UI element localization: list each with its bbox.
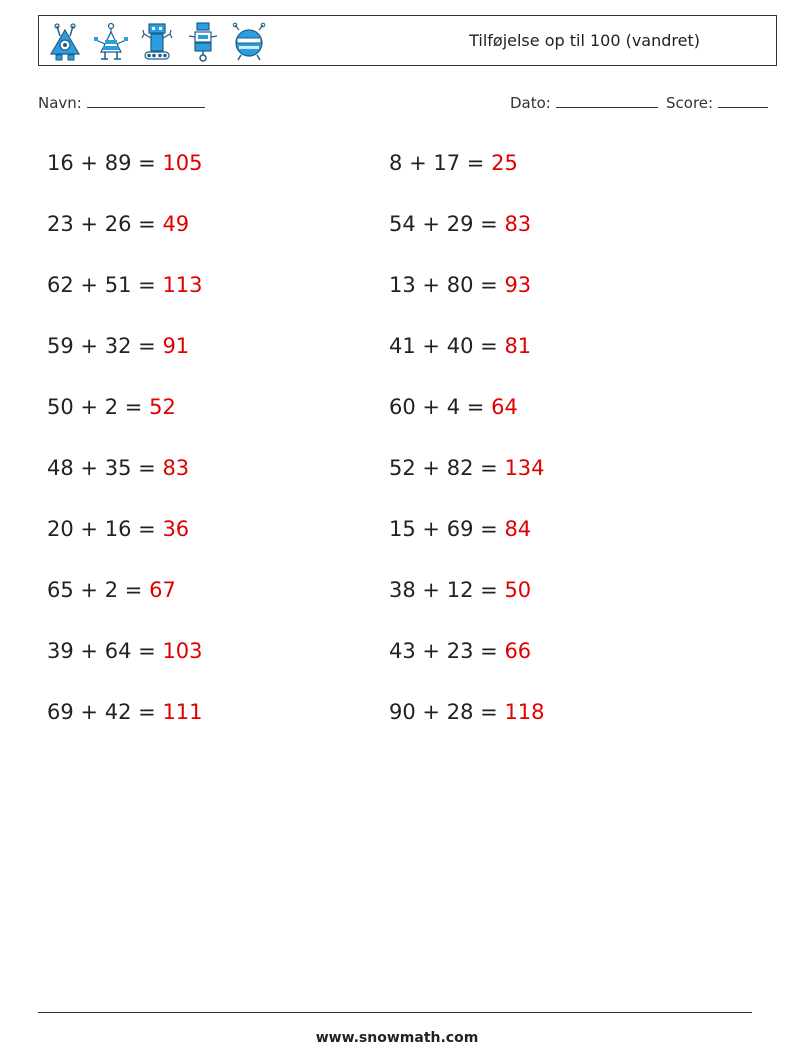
plus-sign: +: [80, 151, 99, 175]
operand-a: 52: [389, 456, 416, 480]
problem-item: [389, 151, 518, 175]
equals-sign: =: [480, 700, 498, 724]
answer: 113: [162, 273, 203, 297]
operand-b: 40: [446, 334, 474, 358]
answer: 25: [491, 151, 518, 175]
operand-b: 2: [104, 578, 119, 602]
equals-sign: =: [138, 517, 156, 541]
answer: 49: [162, 212, 190, 236]
operand-a: 16: [47, 151, 74, 175]
robot-ball-icon: [231, 22, 267, 62]
equals-sign: =: [480, 334, 498, 358]
operand-a: 60: [389, 395, 416, 419]
problem-item: [389, 639, 531, 663]
robot-stack-icon: [185, 22, 221, 62]
problem-item: [47, 151, 203, 175]
operand-b: 89: [104, 151, 132, 175]
problem-item: [389, 517, 531, 541]
operand-a: 43: [389, 639, 416, 663]
operand-b: 17: [433, 151, 461, 175]
date-field[interactable]: [510, 93, 658, 112]
plus-sign: +: [422, 273, 441, 297]
problem-item: [47, 700, 203, 724]
plus-sign: +: [80, 395, 99, 419]
operand-a: 62: [47, 273, 74, 297]
plus-sign: +: [80, 456, 99, 480]
problem-item: [47, 334, 189, 358]
plus-sign: +: [422, 517, 441, 541]
score-line[interactable]: [718, 93, 768, 108]
operand-a: 39: [47, 639, 74, 663]
plus-sign: +: [422, 334, 441, 358]
problem-item: [389, 273, 531, 297]
operand-b: 69: [446, 517, 474, 541]
name-field[interactable]: [38, 93, 205, 112]
plus-sign: +: [80, 639, 99, 663]
operand-a: 23: [47, 212, 74, 236]
problem-item: [389, 395, 518, 419]
equals-sign: =: [480, 456, 498, 480]
answer: 103: [162, 639, 203, 663]
header-box: [38, 15, 777, 66]
equals-sign: =: [480, 639, 498, 663]
problem-item: [389, 578, 531, 602]
equals-sign: =: [138, 334, 156, 358]
operand-b: 82: [446, 456, 474, 480]
plus-sign: +: [422, 395, 441, 419]
operand-a: 15: [389, 517, 416, 541]
answer: 105: [162, 151, 203, 175]
plus-sign: +: [422, 639, 441, 663]
footer-website: www.snowmath.com: [315, 1030, 479, 1046]
name-line[interactable]: [87, 93, 205, 108]
operand-a: 65: [47, 578, 74, 602]
equals-sign: =: [138, 151, 156, 175]
equals-sign: =: [480, 212, 498, 236]
operand-a: 20: [47, 517, 74, 541]
answer: 67: [149, 578, 176, 602]
operand-a: 54: [389, 212, 416, 236]
plus-sign: +: [80, 334, 99, 358]
operand-b: 26: [104, 212, 132, 236]
robot-tank-icon: [139, 22, 175, 62]
robot-triangle-icon: [47, 22, 83, 62]
equals-sign: =: [124, 395, 143, 419]
answer: 36: [162, 517, 190, 541]
plus-sign: +: [80, 578, 99, 602]
answer: 83: [504, 212, 532, 236]
date-label: Dato:: [510, 94, 551, 112]
operand-b: 35: [104, 456, 132, 480]
footer-divider: [38, 1012, 752, 1013]
operand-b: 28: [446, 700, 474, 724]
plus-sign: +: [80, 273, 99, 297]
operand-a: 50: [47, 395, 74, 419]
problem-item: [47, 212, 189, 236]
operand-b: 42: [104, 700, 132, 724]
plus-sign: +: [422, 700, 441, 724]
answer: 81: [504, 334, 532, 358]
operand-b: 23: [446, 639, 474, 663]
equals-sign: =: [124, 578, 143, 602]
equals-sign: =: [466, 151, 485, 175]
plus-sign: +: [409, 151, 427, 175]
plus-sign: +: [80, 517, 99, 541]
answer: 84: [504, 517, 532, 541]
operand-b: 16: [104, 517, 132, 541]
plus-sign: +: [422, 578, 441, 602]
plus-sign: +: [422, 456, 441, 480]
problem-item: [389, 334, 531, 358]
equals-sign: =: [480, 517, 498, 541]
problem-item: [47, 456, 189, 480]
problem-item: [389, 700, 545, 724]
operand-b: 80: [446, 273, 474, 297]
operand-a: 69: [47, 700, 74, 724]
plus-sign: +: [80, 212, 99, 236]
operand-a: 41: [389, 334, 416, 358]
equals-sign: =: [480, 273, 498, 297]
problem-item: [389, 212, 531, 236]
answer: 111: [162, 700, 203, 724]
operand-b: 32: [104, 334, 132, 358]
equals-sign: =: [138, 456, 156, 480]
equals-sign: =: [138, 700, 156, 724]
plus-sign: +: [80, 700, 99, 724]
name-label: Navn:: [38, 94, 82, 112]
equals-sign: =: [480, 578, 498, 602]
operand-b: 64: [104, 639, 132, 663]
operand-b: 2: [104, 395, 119, 419]
problem-item: [47, 517, 189, 541]
operand-a: 13: [389, 273, 416, 297]
problem-item: [47, 273, 203, 297]
answer: 93: [504, 273, 532, 297]
score-field[interactable]: [666, 93, 768, 112]
answer: 64: [491, 395, 518, 419]
problem-item: [47, 639, 203, 663]
problem-item: [47, 395, 176, 419]
operand-b: 4: [446, 395, 461, 419]
operand-a: 59: [47, 334, 74, 358]
operand-b: 29: [446, 212, 474, 236]
equals-sign: =: [138, 639, 156, 663]
problem-item: [47, 578, 176, 602]
operand-a: 38: [389, 578, 416, 602]
operand-a: 8: [389, 151, 403, 175]
equals-sign: =: [138, 273, 156, 297]
answer: 66: [504, 639, 532, 663]
plus-sign: +: [422, 212, 441, 236]
score-label: Score:: [666, 94, 714, 112]
equals-sign: =: [466, 395, 485, 419]
answer: 91: [162, 334, 190, 358]
robot-cone-icon: [93, 22, 129, 62]
answer: 134: [504, 456, 545, 480]
answer: 118: [504, 700, 545, 724]
equals-sign: =: [138, 212, 156, 236]
operand-b: 12: [446, 578, 474, 602]
problem-item: [389, 456, 545, 480]
worksheet-title: Tilføjelse op til 100 (vandret): [469, 31, 700, 50]
answer: 52: [149, 395, 176, 419]
answer: 50: [504, 578, 532, 602]
operand-a: 90: [389, 700, 416, 724]
answer: 83: [162, 456, 190, 480]
operand-a: 48: [47, 456, 74, 480]
operand-b: 51: [104, 273, 132, 297]
date-line[interactable]: [556, 93, 658, 108]
